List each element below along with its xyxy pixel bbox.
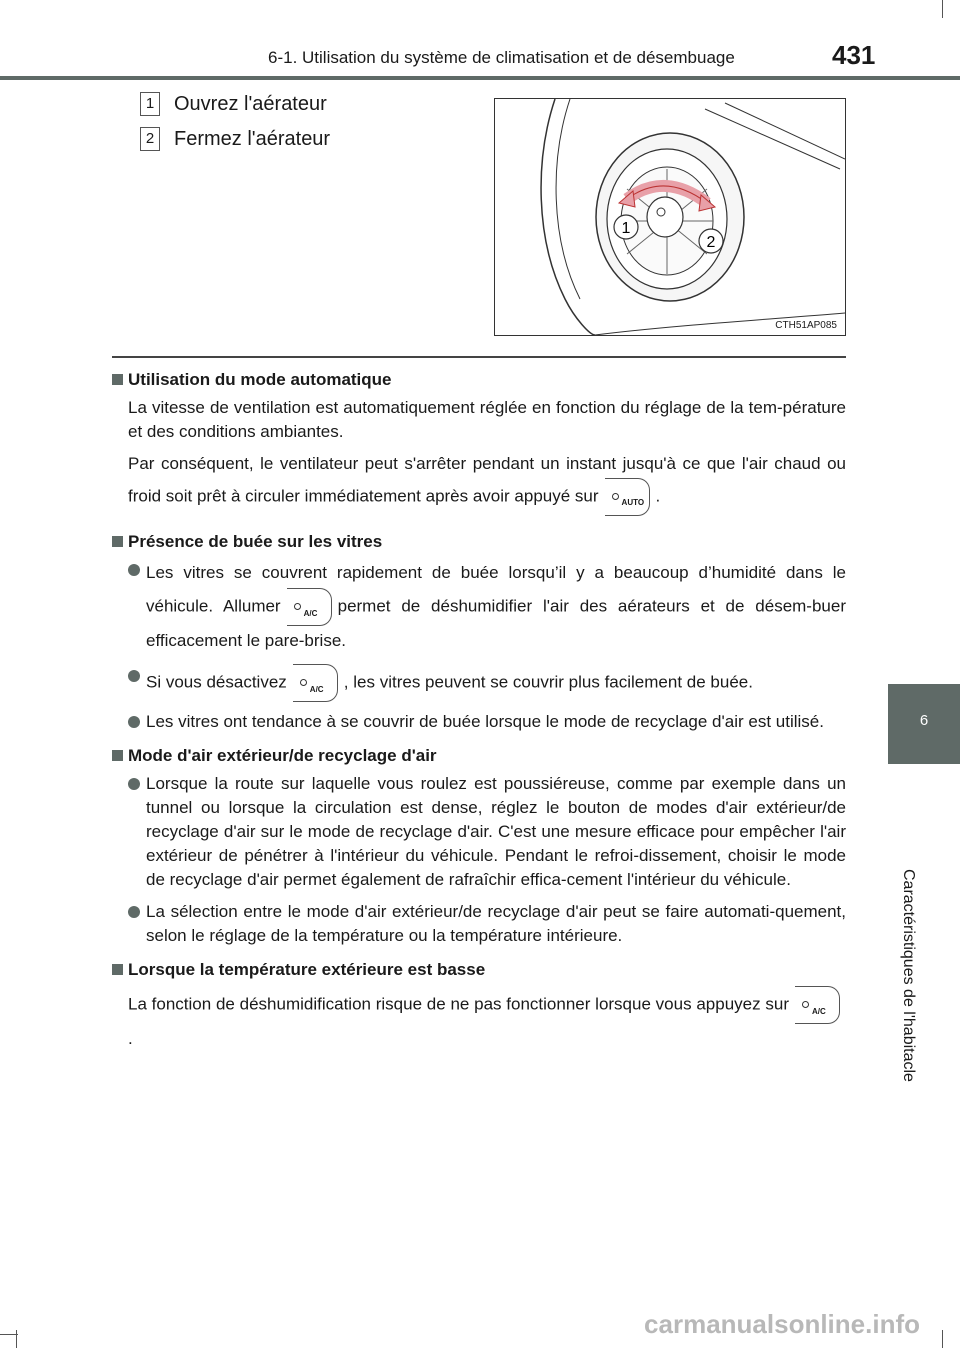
- ac-button-label: A/C: [812, 1007, 826, 1016]
- bullet-buee-3: Les vitres ont tendance à se couvrir de buée lorsque le mode de recyclage d'air est utilisé.: [112, 710, 846, 734]
- crop-mark: [942, 1330, 943, 1348]
- main-content: [112, 368, 846, 1054]
- bullet-buee-2-text: Si vous désactivez: [146, 672, 287, 692]
- callout-1: 1: [621, 220, 631, 237]
- para-auto-1: La vitesse de ventilation est automatiquement réglée en fonction du réglage de la tem-pérature et des conditions ambiantes.: [128, 398, 846, 441]
- legend-text: Fermez l'aérateur: [174, 127, 331, 150]
- auto-button-icon: [605, 478, 650, 516]
- bullet-buee-1-end: permet de déshumidifier l'air des aérateurs et de désem-buer efficacement le pare-brise.: [146, 596, 846, 650]
- ac-button-label: A/C: [309, 685, 324, 694]
- figure-code: CTH51AP085: [775, 320, 837, 331]
- heading-buee: Présence de buée sur les vitres: [112, 530, 846, 554]
- para-auto-2-end: .: [655, 486, 661, 506]
- vent-drawing: [495, 99, 845, 335]
- heading-auto-mode: Utilisation du mode automatique: [112, 368, 846, 392]
- bullet-recyclage-1: Lorsque la route sur laquelle vous roulez est poussiéreuse, comme par exemple dans un tunnel ou lorsque la circulation est dense, réglez le bouton de modes d'air extérieur/de recyclage d'air sur le mode de recyclage d'air. C'est une mesure efficace pour empêcher l'air extérieur de pénétrer à l'intérieur du véhicule. Pendant le refroi-dissement, choisir le mode de recyclage d'air permet également de rafraîchir effica-cement l'intérieur du véhicule.: [112, 772, 846, 892]
- para-basse: [112, 986, 846, 1054]
- bullet-buee-1-text: Les vitres se couvrent rapidement de buée lorsqu’il y a beaucoup d’humidité dans le véhicule. Allumer: [146, 563, 846, 616]
- heading-recyclage: Mode d'air extérieur/de recyclage d'air: [112, 744, 846, 768]
- ac-button-icon: [293, 664, 338, 702]
- legend-item-open: [140, 92, 330, 116]
- bullet-buee-2-end: , les vitres peuvent se couvrir plus facilement de buée.: [343, 672, 753, 692]
- crop-mark: [16, 1330, 17, 1348]
- chapter-number: 6: [919, 712, 929, 729]
- legend-number: 2: [140, 127, 160, 151]
- callout-2: 2: [706, 234, 716, 251]
- ac-button-icon: [287, 588, 332, 626]
- header-rule: [0, 76, 960, 80]
- legend-number: 1: [140, 92, 160, 116]
- page-number: 431: [832, 40, 876, 70]
- crop-mark: [942, 0, 943, 18]
- chapter-tab: [888, 684, 960, 764]
- heading-basse: Lorsque la température extérieure est basse: [112, 958, 846, 982]
- para-auto-2-text: Par conséquent, le ventilateur peut s'arrêter pendant un instant jusqu'à ce que l'air chaud ou froid soit prêt à circuler immédiatement après avoir appuyé sur: [128, 454, 846, 506]
- legend-item-close: [140, 127, 330, 151]
- header-title: 6-1. Utilisation du système de climatisation et de désembuage: [268, 48, 735, 67]
- para-basse-end: .: [128, 1029, 133, 1048]
- watermark: carmanualsonline.info: [644, 1309, 920, 1339]
- bullet-buee-2: [112, 664, 846, 702]
- para-auto-2: [112, 450, 846, 516]
- auto-button-label: AUTO: [621, 498, 645, 507]
- ac-button-label: A/C: [303, 609, 318, 618]
- legend-text: Ouvrez l'aérateur: [174, 92, 327, 115]
- bullet-buee-1: [112, 558, 846, 656]
- para-basse-text: La fonction de déshumidification risque de ne pas fonctionner lorsque vous appuyez sur: [128, 994, 789, 1014]
- section-separator: [112, 356, 846, 358]
- legend: [140, 92, 330, 151]
- chapter-label: Caractéristiques de l'habitacle: [900, 869, 917, 1082]
- ac-button-icon: [795, 986, 840, 1024]
- vent-illustration: [494, 98, 846, 336]
- bullet-recyclage-2: La sélection entre le mode d'air extérieur/de recyclage d'air peut se faire automati-quement, selon le réglage de la température ou la température intérieure.: [112, 900, 846, 948]
